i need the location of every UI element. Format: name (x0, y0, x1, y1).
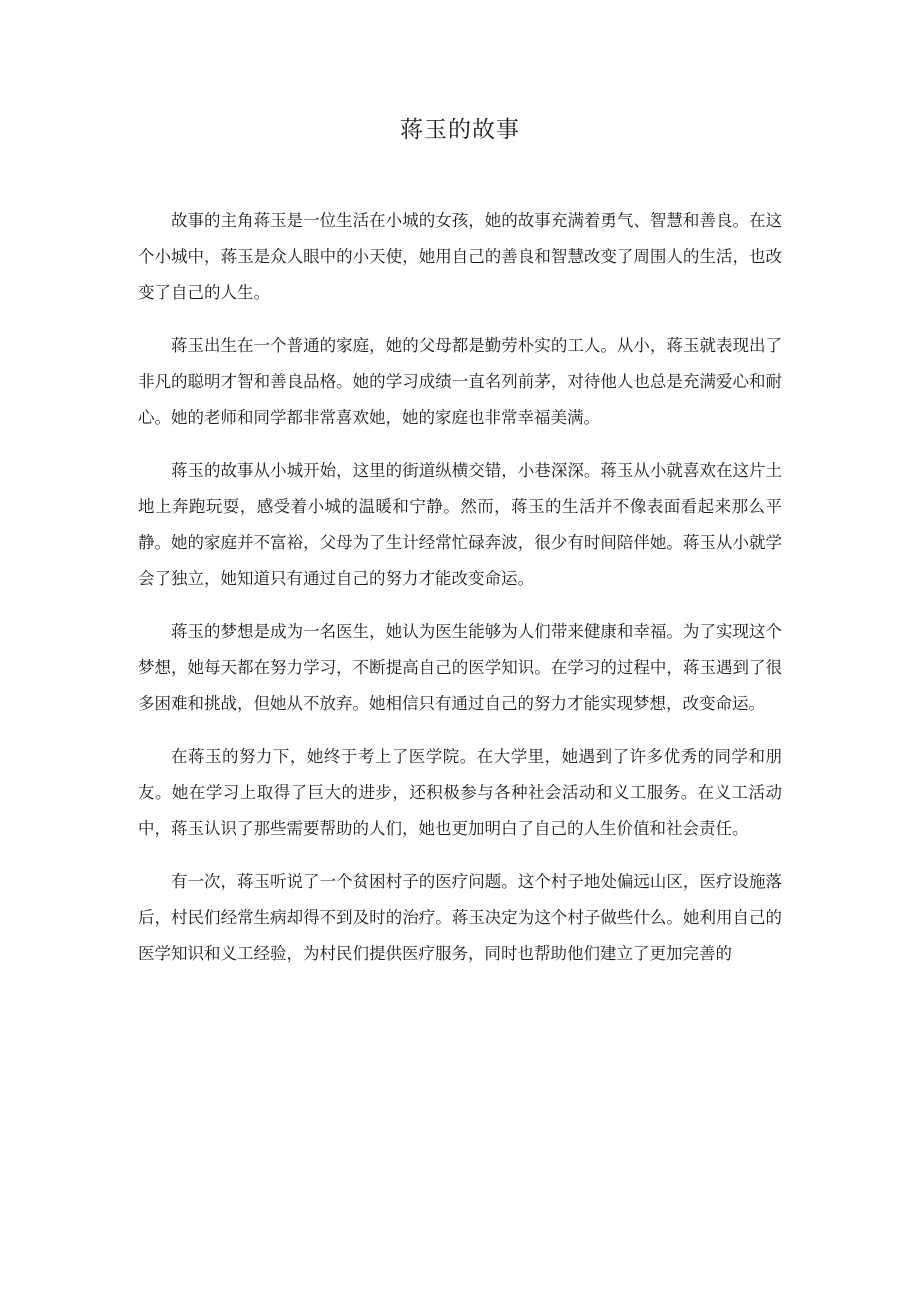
document-body (138, 203, 782, 989)
paragraph-1: 故事的主角蒋玉是一位生活在小城的女孩，她的故事充满着勇气、智慧和善良。在这个小城中，蒋玉是众人眼中的小天使，她用自己的善良和智慧改变了周围人的生活，也改变了自己的人生。 (138, 211, 782, 302)
paragraph-6: 有一次，蒋玉听说了一个贫困村子的医疗问题。这个村子地处偏远山区，医疗设施落后，村民们经常生病却得不到及时的治疗。蒋玉决定为这个村子做些什么。她利用自己的医学知识和义工经验，为村民们提供医疗服务，同时也帮助他们建立了更加完善的 (138, 872, 782, 963)
paragraph-4: 蒋玉的梦想是成为一名医生，她认为医生能够为人们带来健康和幸福。为了实现这个梦想，她每天都在努力学习，不断提高自己的医学知识。在学习的过程中，蒋玉遇到了很多困难和挑战，但她从不放弃。她相信只有通过自己的努力才能实现梦想，改变命运。 (138, 622, 782, 713)
paragraph-5: 在蒋玉的努力下，她终于考上了医学院。在大学里，她遇到了许多优秀的同学和朋友。她在学习上取得了巨大的进步，还积极参与各种社会活动和义工服务。在义工活动中，蒋玉认识了那些需要帮助的人们，她也更加明白了自己的人生价值和社会责任。 (138, 747, 782, 838)
paragraph-2: 蒋玉出生在一个普通的家庭，她的父母都是勤劳朴实的工人。从小，蒋玉就表现出了非凡的聪明才智和善良品格。她的学习成绩一直名列前茅，对待他人也总是充满爱心和耐心。她的老师和同学都非常喜欢她，她的家庭也非常幸福美满。 (138, 336, 782, 427)
paragraph-3: 蒋玉的故事从小城开始，这里的街道纵横交错，小巷深深。蒋玉从小就喜欢在这片土地上奔跑玩耍，感受着小城的温暖和宁静。然而，蒋玉的生活并不像表面看起来那么平静。她的家庭并不富裕，父母为了生计经常忙碌奔波，很少有时间陪伴她。蒋玉从小就学会了独立，她知道只有通过自己的努力才能改变命运。 (138, 461, 782, 588)
document-title: 蒋玉的故事 (400, 117, 520, 143)
